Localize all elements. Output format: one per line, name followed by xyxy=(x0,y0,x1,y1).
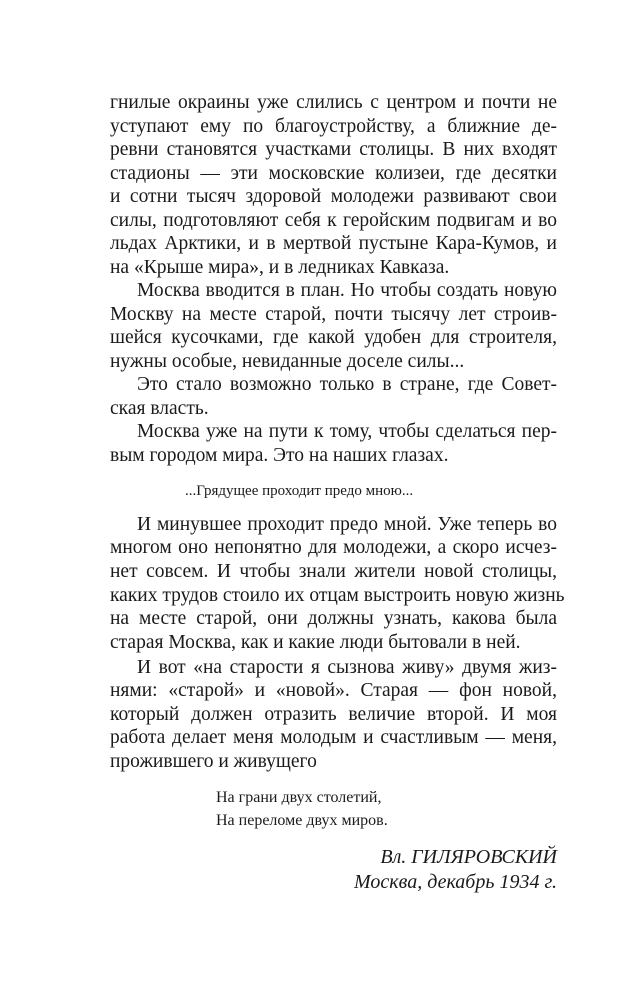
text-line: Москву на месте старой, почти тысячу лет строив- xyxy=(110,304,557,325)
text-line: работа делает меня молодым и счастливым — меня, xyxy=(110,727,557,748)
signature-place-date: Москва, декабрь 1934 г. xyxy=(354,871,557,893)
text-line: нями: «старой» и «новой». Старая — фон новой, xyxy=(110,680,557,701)
text-line: стадионы — эти московские колизеи, где десятки xyxy=(110,163,557,184)
text-line: нет совсем. И чтобы знали жители новой столицы, xyxy=(110,561,557,582)
verse-line: На грани двух столетий, xyxy=(216,789,382,806)
text-line: каких трудов стоило их отцам выстроить новую жизнь xyxy=(110,585,565,606)
text-line: нужны особые, невиданные доселе силы... xyxy=(110,351,465,372)
text-line: Москва уже на пути к тому, чтобы сделаться пер- xyxy=(137,421,557,442)
text-line: И минувшее проходит предо мной. Уже теперь во xyxy=(137,514,557,535)
text-line: ревни становятся участками столицы. В них входят xyxy=(110,139,557,160)
text-line: старая Москва, как и какие люди бытовали в ней. xyxy=(110,632,521,653)
text-line: вым городом мира. Это на наших глазах. xyxy=(110,445,449,466)
text-line: Это стало возможно только в стране, где Совет- xyxy=(137,374,557,395)
text-line: льдах Арктики, и в мертвой пустыне Кара-Кумов, и xyxy=(110,233,557,254)
text-line: и сотни тысяч здоровой молодежи развивают свои xyxy=(110,186,557,207)
text-line: ская власть. xyxy=(110,398,209,419)
epigraph: ...Грядущее проходит предо мною... xyxy=(185,483,414,499)
text-line: Москва вводится в план. Но чтобы создать новую xyxy=(137,280,557,301)
text-line: который должен отразить величие второй. И моя xyxy=(110,704,557,725)
text-line: гнилые окраины уже слились с центром и почти не xyxy=(110,92,557,113)
text-line: на «Крыше мира», и в ледниках Кавказа. xyxy=(110,257,450,278)
text-line: прожившего и живущего xyxy=(110,751,317,772)
text-line: на месте старой, они должны узнать, какова была xyxy=(110,608,557,629)
text-line: уступают ему по благоустройству, а ближние де- xyxy=(110,116,557,137)
text-line: многом оно непонятно для молодежи, а скоро исчез- xyxy=(110,537,557,558)
verse-line: На переломе двух миров. xyxy=(216,812,388,829)
text-line: силы, подготовляют себя к геройским подвигам и во xyxy=(110,210,557,231)
signature-author: Вл. ГИЛЯРОВСКИЙ xyxy=(380,846,557,868)
text-line: И вот «на старости я сызнова живу» двумя жиз- xyxy=(137,657,557,678)
text-line: шейся кусочками, где какой удобен для строителя, xyxy=(110,327,557,348)
